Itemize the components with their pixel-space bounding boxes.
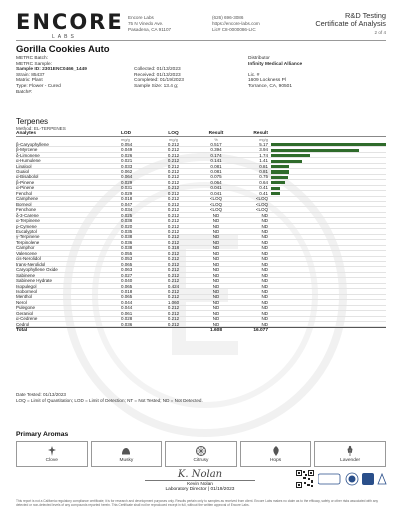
result-bar-cell (271, 142, 386, 146)
loq-cell: 0.212 (167, 250, 180, 256)
result-percent-cell: 0.141 (210, 158, 222, 164)
result-bar (271, 192, 280, 195)
signatory-role: Laboratory Director | 01/19/2023 (165, 487, 235, 492)
analyte-cell: cis-Nerolidol (16, 256, 41, 262)
lod-cell: 0.038 (121, 234, 133, 240)
result-mgg-cell: ND (261, 278, 268, 284)
analyte-cell: Sabinene (16, 272, 36, 278)
result-bar-cell (271, 191, 386, 195)
result-mgg-cell: 1.41 (259, 158, 268, 164)
loq-cell: 0.212 (167, 234, 180, 240)
result-bar-cell (271, 153, 386, 157)
analyte-cell: δ-3-Carene (16, 212, 39, 218)
result-mgg-cell: ND (261, 223, 268, 229)
result-bar-cell (271, 284, 386, 288)
analyte-cell: trans-Nerolidol (16, 261, 46, 267)
result-mgg-cell: ND (261, 212, 268, 218)
analyte-cell: Cedrol (16, 321, 30, 327)
analyte-cell: Borneol (16, 201, 32, 207)
aroma-hops: Hops (240, 441, 312, 467)
analyte-cell: Valencene (16, 250, 37, 256)
result-bar-cell (271, 175, 386, 179)
result-mgg-cell: 0.81 (259, 163, 268, 169)
sample-dates: Collected: 01/13/2023 Received: 01/13/2023 Completed: 01/19/2023 Sample Size: 13.4 g; (134, 67, 184, 89)
terpenes-title: Terpenes (16, 117, 49, 126)
result-percent-cell: ND (212, 212, 220, 218)
analyte-cell: Sabinene Hydrate (16, 278, 53, 284)
result-mgg-cell: ND (261, 299, 268, 305)
analyte-cell: Guaiol (16, 169, 30, 174)
lod-cell: 0.040 (121, 278, 133, 284)
result-bar-cell (271, 180, 386, 184)
result-mgg-cell: ND (261, 234, 268, 240)
lod-cell: 0.036 (121, 239, 133, 245)
loq-cell: 0.212 (167, 267, 180, 273)
result-bar-cell (271, 300, 386, 304)
result-bar-cell (271, 289, 386, 293)
analyte-cell: p-Cymene (16, 223, 37, 229)
lod-cell: 0.026 (121, 152, 133, 158)
table-header: Analytes LOD LOQ Result Result (16, 131, 386, 137)
result-mgg-cell: 1.74 (259, 152, 268, 158)
lavender-icon (344, 445, 356, 457)
musky-icon (120, 445, 132, 457)
loq-cell: 0.212 (167, 185, 180, 191)
lod-cell: 0.021 (121, 158, 133, 164)
result-bar-cell (271, 273, 386, 277)
lod-cell: 0.049 (121, 147, 133, 153)
result-mgg-cell: 0.75 (259, 174, 268, 180)
result-bar (271, 176, 288, 179)
result-percent-cell: ND (212, 283, 220, 289)
result-mgg-cell: 0.41 (259, 185, 268, 191)
loq-cell: 0.212 (167, 294, 180, 300)
loq-cell: 0.212 (167, 174, 180, 180)
result-percent-cell: 0.081 (210, 163, 222, 169)
result-bar (271, 165, 289, 168)
result-percent-cell: ND (212, 305, 220, 311)
table-body (16, 142, 386, 327)
result-bar-cell (271, 240, 386, 244)
lod-cell: 0.033 (121, 163, 133, 169)
result-bar-cell (271, 213, 386, 217)
loq-cell: 1.060 (167, 299, 180, 305)
aromas-title: Primary Aromas (16, 431, 69, 438)
loq-cell: 0.212 (167, 288, 180, 294)
result-percent-cell: 0.174 (210, 152, 222, 158)
result-mgg-cell: ND (261, 250, 268, 256)
result-mgg-cell: ND (261, 294, 268, 300)
loq-cell: 0.212 (167, 278, 180, 284)
result-percent-cell: 0.394 (210, 147, 222, 153)
result-bar (271, 154, 310, 157)
analyte-cell: Nerol (16, 299, 27, 305)
loq-cell: 0.212 (167, 141, 180, 147)
result-mgg-cell: 3.94 (259, 147, 268, 153)
disclaimer-footer: This report is not a California regulatory compliance certificate; it is for research and development purposes only. Results pertain only to samples as received from client. Encore Labs makes no claim as to the efficacy, safety or other risks associated with any detected or non-detected levels of any compounds reported herein. This Certificate shall not be reproduced except in full, without the written approval of Encore Labs. (16, 499, 378, 507)
result-bar-cell (271, 229, 386, 233)
aroma-lavender: Lavender (314, 441, 386, 467)
lod-cell: 0.047 (121, 201, 133, 207)
result-percent-cell: ND (212, 272, 220, 278)
lod-cell: 0.029 (121, 190, 133, 196)
result-percent-cell: ND (212, 316, 220, 322)
result-mgg-cell: 5.17 (259, 141, 268, 147)
result-percent-cell: <LOQ (209, 207, 223, 213)
result-percent-cell: ND (212, 245, 220, 251)
lod-cell: 0.034 (121, 207, 133, 213)
result-percent-cell: ND (212, 278, 220, 284)
sample-name: Gorilla Cookies Auto (16, 44, 110, 55)
result-percent-cell: ND (212, 310, 220, 316)
result-mgg-cell: ND (261, 239, 268, 245)
loq-cell: 0.212 (167, 223, 180, 229)
header-divider (16, 40, 386, 41)
result-percent-cell: 0.041 (210, 190, 222, 196)
result-mgg-cell: ND (261, 305, 268, 311)
analyte-cell: Menthol (16, 294, 33, 300)
analyte-cell: Geraniol (16, 310, 34, 316)
result-percent-cell: 0.064 (210, 179, 222, 185)
test-notes: Date Tested: 01/13/2023 LOQ = Limit of Quantitation; LOD = Limit of Detection; NT = Not Tested; ND = Not Detected. (16, 392, 203, 403)
lod-cell: 0.054 (121, 141, 133, 147)
loq-cell: 0.212 (167, 158, 180, 164)
loq-cell: 0.212 (167, 179, 180, 185)
analyte-cell: δ-Limonene (16, 152, 40, 158)
analyte-cell: Eucalyptol (16, 228, 37, 234)
analyte-cell: α-Terpinene (16, 218, 40, 224)
analyte-cell: Fenchol (16, 190, 33, 196)
lab-address: Encore Labs 75 N Vinedo Ave. Pasadena, CA 91107 (128, 15, 172, 32)
analyte-cell: β-Caryophyllene (16, 141, 49, 147)
result-percent-cell: ND (212, 256, 220, 262)
result-percent-cell: ND (212, 234, 220, 240)
logo-subtitle: LABS (52, 34, 77, 40)
result-bar (271, 160, 302, 163)
result-mgg-cell: 0.81 (259, 169, 268, 174)
analyte-cell: Camphene (16, 196, 39, 202)
aroma-citrusy: Citrusy (165, 441, 237, 467)
qr-code-icon (296, 470, 314, 488)
result-mgg-cell: ND (261, 310, 268, 316)
terpenes-table (16, 131, 386, 333)
analyte-cell: γ-Terpinene (16, 234, 40, 240)
analyte-cell: α-Cedrene (16, 316, 38, 322)
report-header (16, 10, 386, 44)
result-bar-cell (271, 147, 386, 151)
result-bar-cell (271, 218, 386, 222)
loq-cell: 0.212 (167, 239, 180, 245)
analyte-cell: Isoborneol (16, 288, 38, 294)
result-bar (271, 170, 289, 173)
loq-cell: 0.212 (167, 310, 180, 316)
result-bar-cell (271, 278, 386, 282)
result-mgg-cell: ND (261, 321, 268, 327)
result-percent-cell: ND (212, 218, 220, 224)
result-bar-cell (271, 267, 386, 271)
result-percent-cell: ND (212, 288, 220, 294)
loq-cell: 0.212 (167, 305, 180, 311)
analyte-cell: Caryophyllene Oxide (16, 267, 58, 273)
sample-details: METRC Batch: METRC Sample: Sample ID: 2301ENC0466_1449 Strain: 85437 Matrix: Plant Type: Flower - Cured Batch#: (16, 56, 87, 95)
lod-cell: 0.053 (121, 256, 133, 262)
lod-cell: 0.044 (121, 305, 133, 311)
lod-cell: 0.061 (121, 310, 133, 316)
aromas-strip (16, 441, 386, 467)
lod-cell: 0.063 (121, 267, 133, 273)
result-bar (271, 187, 280, 190)
result-percent-cell: ND (212, 239, 220, 245)
lod-cell: 0.018 (121, 196, 133, 202)
result-mgg-cell: ND (261, 261, 268, 267)
result-percent-cell: 0.041 (210, 185, 222, 191)
loq-cell: 0.212 (167, 196, 180, 202)
result-bar-cell (271, 202, 386, 206)
lab-contact: (626) 696-3086 https://encore-labs.com Lic# C8-0000086-LIC (212, 15, 260, 32)
analyte-cell: Camphor (16, 245, 35, 251)
analyte-cell: α-Bisabolol (16, 174, 39, 180)
result-percent-cell: ND (212, 250, 220, 256)
result-mgg-cell: 0.41 (259, 190, 268, 196)
result-bar-cell (271, 164, 386, 168)
loq-cell: 0.212 (167, 207, 180, 213)
result-mgg-cell: 0.64 (259, 179, 268, 185)
citrus-icon (195, 445, 207, 457)
result-bar-cell (271, 246, 386, 250)
loq-cell: 0.212 (167, 147, 180, 153)
result-bar-cell (271, 169, 386, 173)
analyte-cell: Linalool (16, 163, 32, 169)
lod-cell: 0.062 (121, 169, 133, 174)
analyte-cell: α-Pinene (16, 185, 35, 191)
lod-cell: 0.064 (121, 174, 133, 180)
result-percent-cell: ND (212, 294, 220, 300)
result-percent-cell: ND (212, 228, 220, 234)
result-bar-cell (271, 251, 386, 255)
lod-cell: 0.044 (121, 299, 133, 305)
lod-cell: 0.036 (121, 321, 133, 327)
result-bar-cell (271, 186, 386, 190)
loq-cell: 0.212 (167, 316, 180, 322)
result-mgg-cell: ND (261, 228, 268, 234)
loq-cell: 0.212 (167, 190, 180, 196)
analyte-cell: β-Pinene (16, 179, 35, 185)
result-mgg-cell: <LOQ (255, 196, 268, 202)
clove-icon (46, 445, 58, 457)
result-bar-cell (271, 317, 386, 321)
result-bar-cell (271, 224, 386, 228)
loq-cell: 0.318 (167, 245, 180, 251)
loq-cell: 0.212 (167, 163, 180, 169)
result-bar-cell (271, 235, 386, 239)
result-mgg-cell: ND (261, 267, 268, 273)
encore-logo: ENCORE (16, 10, 124, 34)
result-percent-cell: 0.081 (210, 169, 222, 174)
signatory-name: Kevin Nolan (187, 482, 213, 487)
lod-cell: 0.065 (121, 261, 133, 267)
lod-cell: 0.028 (121, 316, 133, 322)
signature-line (145, 480, 255, 481)
analyte-cell: β-Myrcene (16, 147, 38, 153)
result-percent-cell: <LOQ (209, 201, 223, 207)
result-bar-cell (271, 322, 386, 326)
lod-cell: 0.038 (121, 218, 133, 224)
hops-icon (270, 445, 282, 457)
loq-cell: 0.212 (167, 218, 180, 224)
page-number: 2 of 4 (374, 30, 386, 35)
aroma-clove: Clove (16, 441, 88, 467)
result-bar (271, 181, 285, 184)
result-mgg-cell: <LOQ (255, 201, 268, 207)
result-percent-cell: ND (212, 267, 220, 273)
result-bar-cell (271, 207, 386, 211)
lod-cell: 0.038 (121, 245, 133, 251)
lod-cell: 0.065 (121, 294, 133, 300)
lod-cell: 0.025 (121, 212, 133, 218)
loq-cell: 0.212 (167, 201, 180, 207)
terpenes-method: Method: EL-TERPENES (16, 126, 66, 131)
lod-cell: 0.027 (121, 272, 133, 278)
loq-cell: 0.212 (167, 152, 180, 158)
result-bar (271, 149, 359, 152)
result-percent-cell: ND (212, 223, 220, 229)
result-mgg-cell: ND (261, 288, 268, 294)
loq-cell: 0.212 (167, 272, 180, 278)
lod-cell: 0.031 (121, 185, 133, 191)
loq-cell: 0.212 (167, 261, 180, 267)
result-percent-cell: ND (212, 299, 220, 305)
loq-cell: 0.212 (167, 256, 180, 262)
result-mgg-cell: ND (261, 272, 268, 278)
signature: K. Nolan (177, 469, 223, 480)
analyte-cell: Terpinolene (16, 239, 40, 245)
distributor-info: Distributor Infinity Medical Alliance Lic. # 1609 Lockness Pl Torrance, CA, 90501 (248, 56, 303, 89)
result-bar-cell (271, 262, 386, 266)
loq-cell: 0.212 (167, 169, 180, 174)
result-percent-cell: ND (212, 261, 220, 267)
result-percent-cell: ND (212, 321, 220, 327)
loq-cell: 0.212 (167, 228, 180, 234)
result-bar-cell (271, 295, 386, 299)
analyte-cell: α-Humulene (16, 158, 41, 164)
result-bar-cell (271, 311, 386, 315)
result-bar-cell (271, 306, 386, 310)
result-bar (271, 143, 386, 146)
result-bar-cell (271, 197, 386, 201)
result-percent-cell: 0.517 (210, 141, 222, 147)
result-mgg-cell: <LOQ (255, 207, 268, 213)
lod-cell: 0.035 (121, 228, 133, 234)
result-bar-cell (271, 257, 386, 261)
table-units: mg/g mg/g % mg/g (121, 137, 268, 142)
table-total-row: Total 1.608 16.077 (16, 327, 386, 333)
result-bar-cell (271, 158, 386, 162)
lod-cell: 0.065 (121, 283, 133, 289)
result-percent-cell: <LOQ (209, 196, 223, 202)
result-mgg-cell: ND (261, 256, 268, 262)
accreditation-badges-icon (318, 472, 388, 486)
document-title: R&D Testing Certificate of Analysis (315, 11, 386, 29)
result-mgg-cell: ND (261, 218, 268, 224)
loq-cell: 0.212 (167, 212, 180, 218)
aroma-musky: Musky (91, 441, 163, 467)
result-mgg-cell: ND (261, 283, 268, 289)
analyte-cell: Isopulegol (16, 283, 37, 289)
analyte-cell: Fenchone (16, 207, 37, 213)
result-percent-cell: 0.075 (210, 174, 222, 180)
lod-cell: 0.020 (121, 223, 133, 229)
result-mgg-cell: ND (261, 316, 268, 322)
lod-cell: 0.018 (121, 288, 133, 294)
lod-cell: 0.055 (121, 250, 133, 256)
loq-cell: 0.212 (167, 321, 180, 327)
lod-cell: 0.029 (121, 179, 133, 185)
result-mgg-cell: ND (261, 245, 268, 251)
loq-cell: 0.424 (167, 283, 180, 289)
analyte-cell: Pulegone (16, 305, 36, 311)
